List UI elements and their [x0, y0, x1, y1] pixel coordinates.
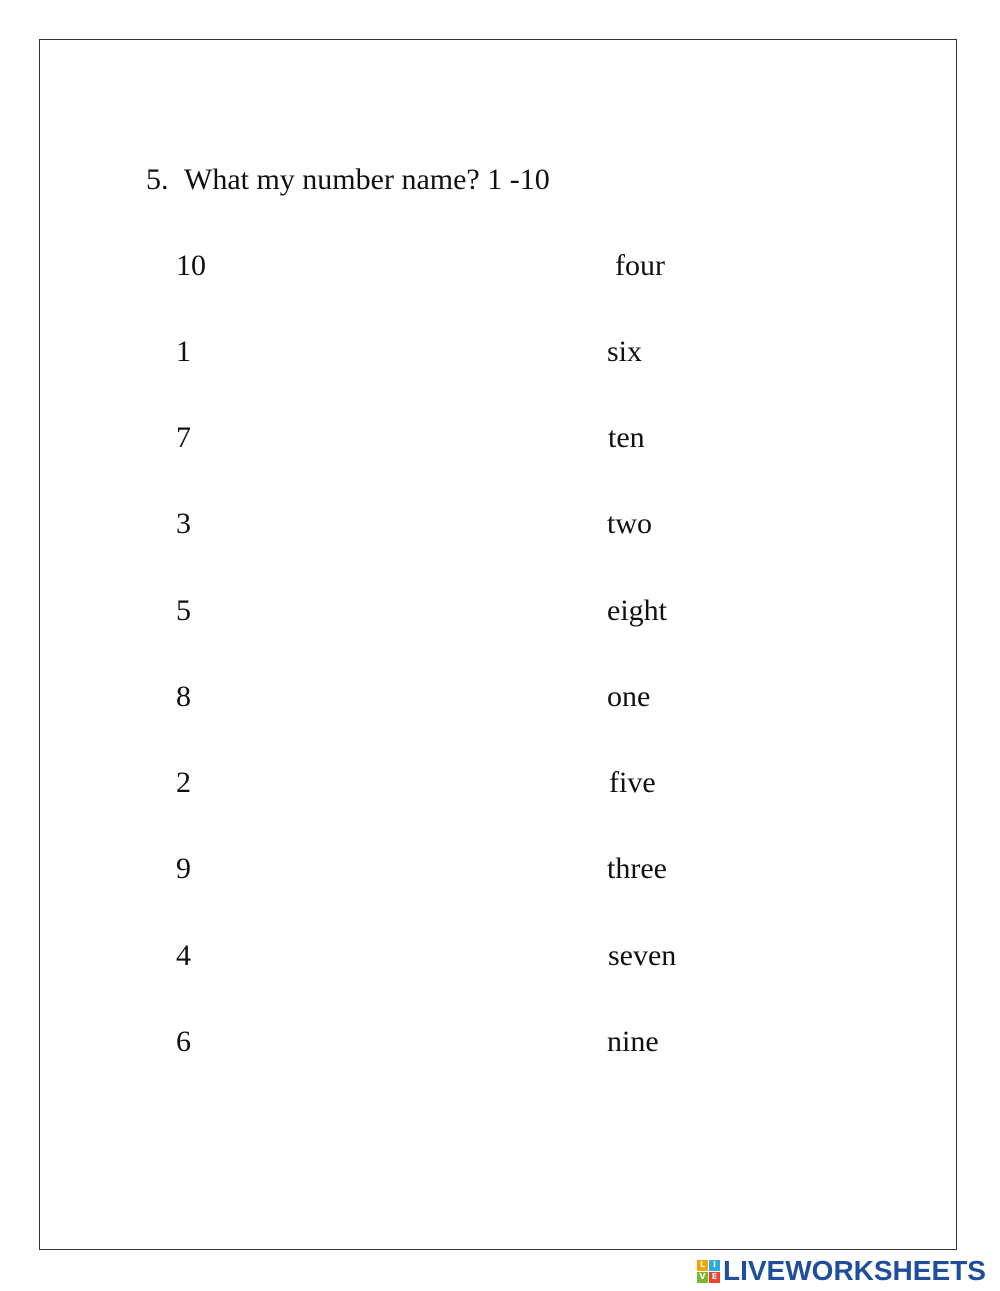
logo-block: V	[697, 1272, 708, 1283]
number-item: 6	[176, 1025, 191, 1058]
word-item: seven	[608, 939, 677, 972]
logo-blocks-icon	[697, 1260, 720, 1283]
number-item: 1	[176, 335, 191, 368]
word-item: nine	[607, 1025, 659, 1058]
number-item: 5	[176, 594, 191, 627]
logo-block: I	[709, 1260, 720, 1271]
word-item: six	[607, 335, 643, 368]
question-number: 5.	[146, 163, 169, 196]
number-item: 9	[176, 852, 191, 885]
logo-block: L	[697, 1260, 708, 1271]
word-item: eight	[607, 594, 667, 627]
number-item: 3	[176, 507, 191, 540]
number-item: 7	[176, 421, 191, 454]
word-item: two	[607, 507, 652, 540]
word-item: four	[615, 249, 665, 282]
word-item: three	[607, 852, 667, 885]
number-item: 4	[176, 939, 191, 972]
question-text: What my number name? 1 -10	[184, 163, 550, 196]
logo-text: LIVEWORKSHEETS	[723, 1255, 986, 1286]
number-item: 8	[176, 680, 191, 713]
logo-block: E	[709, 1272, 720, 1283]
word-item: ten	[608, 421, 645, 454]
number-item: 2	[176, 766, 191, 799]
word-item: one	[607, 680, 651, 713]
worksheet-border	[39, 39, 957, 1250]
liveworksheets-logo	[697, 1255, 986, 1287]
number-item: 10	[176, 249, 206, 282]
word-item: five	[609, 766, 656, 799]
question-title	[146, 160, 550, 200]
